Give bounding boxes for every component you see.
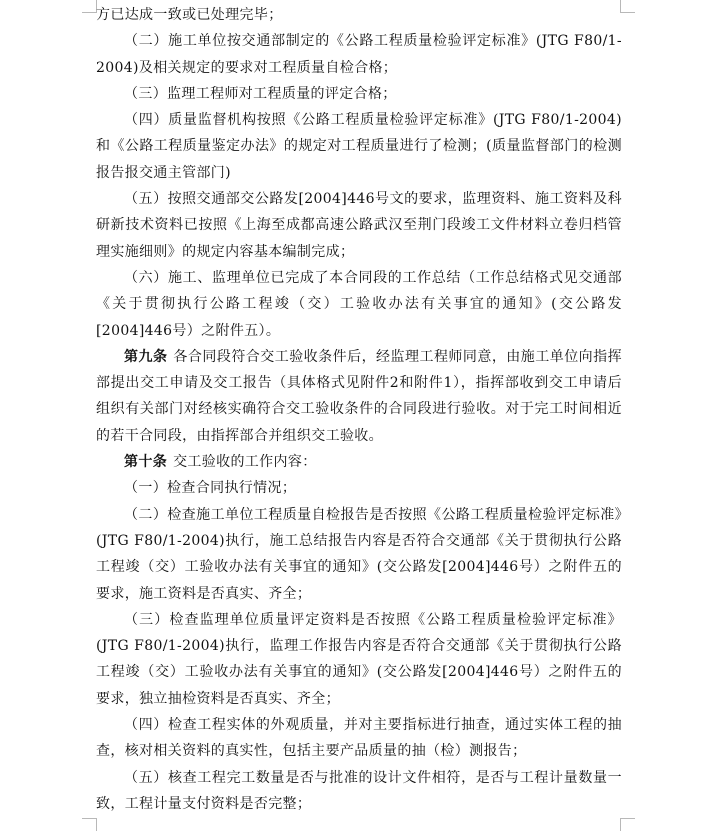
article-paragraph	[96, 344, 622, 449]
article-text: 交工验收的工作内容：	[173, 454, 317, 471]
paragraph: （五）按照交通部交公路发[2004]446号文的要求，监理资料、施工资料及科研新技术资料已按照《上海至成都高速公路武汉至荆门段竣工文件材料立卷归档管理实施细则》的规定内容基本编制完成；	[96, 191, 622, 260]
paragraph: （一）检查合同执行情况；	[124, 480, 297, 497]
paragraph: （三）监理工程师对工程质量的评定合格；	[124, 85, 397, 102]
paragraph: （六）施工、监理单位已完成了本合同段的工作总结（工作总结格式见交通部《关于贯彻执行公路工程竣（交）工验收办法有关事宜的通知》(交公路发[2004]446号）之附件五）。	[96, 269, 622, 339]
paragraph: （五）核查工程完工数量是否与批准的设计文件相符，是否与工程计量数量一致，工程计量支付资料是否完整；	[96, 769, 622, 812]
page-corner-mark-top-right	[620, 0, 635, 13]
page-corner-mark-bottom-right	[620, 818, 635, 831]
paragraph: （四）质量监督机构按照《公路工程质量检验评定标准》(JTG F80/1-2004)和《公路工程质量鉴定办法》的规定对工程质量进行了检测；(质量监督部门的检测报告报交通主管部门)	[96, 112, 622, 181]
paragraph: （二）施工单位按交通部制定的《公路工程质量检验评定标准》(JTG F80/1-2004)及相关规定的要求对工程质量自检合格；	[96, 33, 622, 76]
paragraph: （二）检查施工单位工程质量自检报告是否按照《公路工程质量检验评定标准》(JTG F80/1-2004)执行，施工总结报告内容是否符合交通部《关于贯彻执行公路工程竣（交）工验收办法有关事宜的通知》(交公路发[2004]446号）之附件五的要求，施工资料是否真实、齐全；	[96, 506, 622, 602]
page-corner-mark-top-left	[82, 0, 97, 13]
paragraph: （三）检查监理单位质量评定资料是否按照《公路工程质量检验评定标准》(JTG F80/1-2004)执行，监理工作报告内容是否符合交通部《关于贯彻执行公路工程竣（交）工验收办法有关事宜的通知》(交公路发[2004]446号）之附件五的要求，独立抽检资料是否真实、齐全；	[96, 611, 622, 707]
article-text: 各合同段符合交工验收条件后，经监理工程师同意，由施工单位向指挥部提出交工申请及交工报告（具体格式见附件2和附件1），指挥部收到交工申请后组织有关部门对经核实确符合交工验收条件的合同段进行验收。对于完工时间相近的若干合同段，由指挥部合并组织交工验收。	[96, 348, 622, 444]
article-paragraph	[96, 449, 622, 475]
document-body	[96, 2, 622, 817]
paragraph: （四）检查工程实体的外观质量，并对主要指标进行抽查，通过实体工程的抽查，核对相关资料的真实性，包括主要产品质量的抽（检）测报告；	[96, 717, 622, 760]
article-label: 第十条	[124, 454, 168, 471]
page-corner-mark-bottom-left	[82, 818, 97, 831]
article-label: 第九条	[124, 348, 168, 365]
paragraph: 方已达成一致或已处理完毕；	[96, 7, 283, 23]
